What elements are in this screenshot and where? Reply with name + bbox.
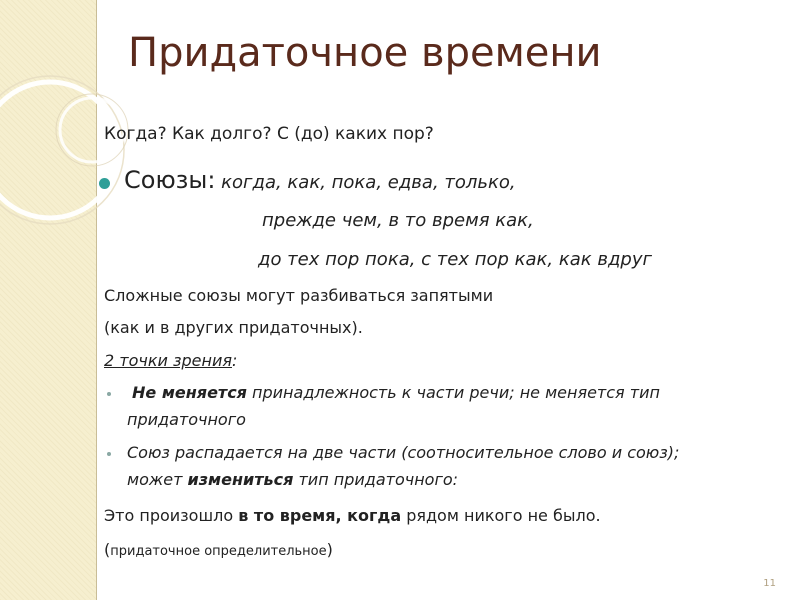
example-sentence [104, 506, 601, 525]
small-bullet-dot [107, 452, 111, 456]
viewpoints-colon: : [231, 351, 238, 370]
complex-conjunctions-line-2: (как и в других придаточных). [104, 318, 363, 337]
viewpoints-text: 2 точки зрения [104, 351, 232, 370]
viewpoint-1-bold: Не меняется [132, 383, 247, 402]
page-number: 11 [763, 578, 776, 589]
sidebar-divider [96, 0, 97, 600]
question-line: Когда? Как долго? С (до) каких пор? [104, 124, 434, 144]
small-bullet-dot [107, 392, 111, 396]
viewpoint-2-line-1: Союз распадается на две части (соотносительное слово и союз); [127, 443, 680, 462]
viewpoints-heading [104, 351, 237, 370]
example-post: рядом никого не было. [401, 506, 601, 525]
viewpoint-2-bold: измениться [187, 470, 294, 489]
conjunctions-list-2: прежде чем, в то время как, [262, 210, 534, 231]
note-text: придаточное определительное [110, 544, 327, 559]
bullet-dot [99, 178, 110, 189]
conjunctions-list-3: до тех пор пока, с тех пор как, как вдруг [258, 249, 652, 270]
viewpoint-1-line-2: придаточного [127, 410, 246, 429]
viewpoint-1-rest: принадлежность к части речи; не меняется тип [246, 383, 660, 402]
viewpoint-1-line-1 [132, 383, 660, 402]
viewpoint-2-post: тип придаточного: [293, 470, 459, 489]
viewpoint-2-line-2 [127, 470, 458, 489]
conjunctions-list-1: когда, как, пока, едва, только, [215, 172, 516, 193]
note-close: ) [326, 540, 333, 559]
conjunctions-label: Союзы: [124, 166, 216, 194]
slide-title: Придаточное времени [128, 30, 602, 76]
decorative-sidebar [0, 0, 96, 600]
conjunctions-line [124, 166, 516, 194]
example-pre: Это произошло [104, 506, 239, 525]
note-open: ( [104, 540, 111, 559]
example-bold: в то время, когда [238, 506, 402, 525]
viewpoint-2-pre: может [127, 470, 188, 489]
example-note [104, 540, 333, 559]
complex-conjunctions-line-1: Сложные союзы могут разбиваться запятыми [104, 286, 494, 305]
